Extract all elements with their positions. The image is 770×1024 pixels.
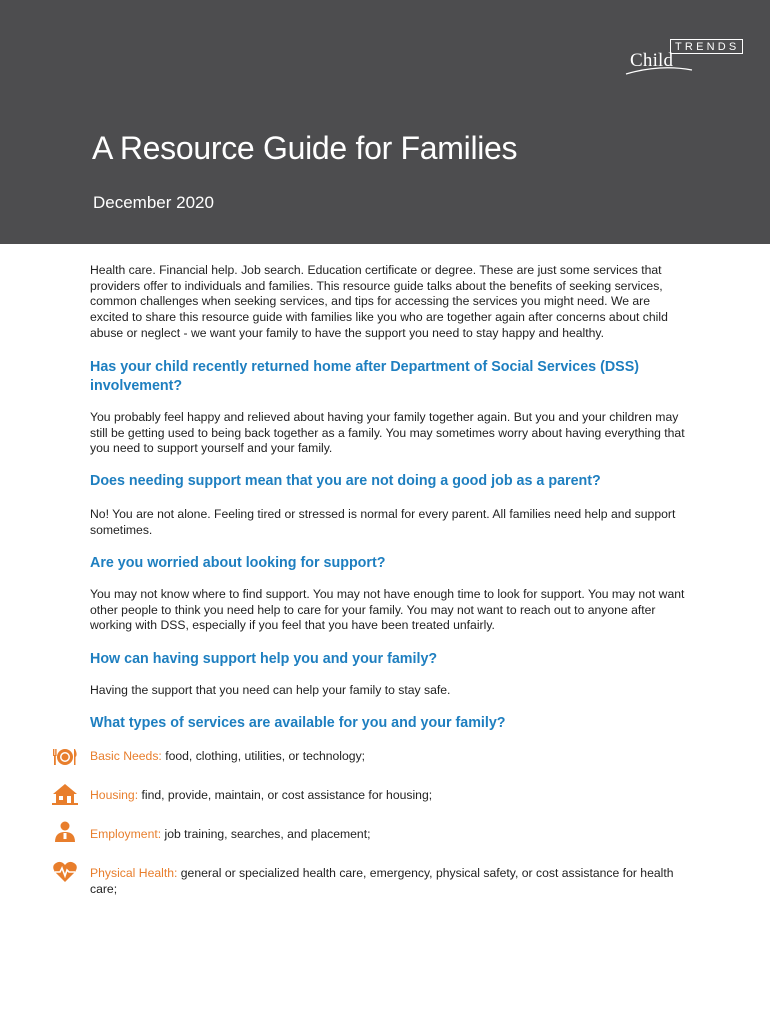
service-text	[90, 827, 680, 843]
section-heading-worried: Are you worried about looking for support?	[90, 555, 386, 571]
logo-trends-text: TRENDS	[670, 39, 743, 54]
logo-child-text: Child	[630, 50, 674, 71]
service-description: general or specialized health care, emergency, physical safety, or cost assistance for health care;	[90, 866, 674, 896]
section-heading-dss: Has your child recently returned home after Department of Social Services (DSS) involvement?	[90, 359, 640, 394]
child-trends-logo	[620, 30, 752, 78]
utensils-plate-icon	[52, 745, 78, 769]
section-heading-parenting: Does needing support mean that you are not doing a good job as a parent?	[90, 473, 601, 489]
service-text	[90, 866, 680, 897]
service-label: Housing:	[90, 788, 139, 802]
page-title: A Resource Guide for Families	[92, 130, 518, 166]
section-body-help: Having the support that you need can help your family to stay safe.	[90, 683, 451, 697]
section-heading-services: What types of services are available for you and your family?	[90, 715, 506, 731]
service-label: Employment:	[90, 827, 162, 841]
service-text	[90, 788, 680, 804]
worker-icon	[52, 820, 78, 844]
heart-pulse-icon	[52, 860, 78, 884]
intro-paragraph: Health care. Financial help. Job search. Education certificate or degree. These are just some services that providers offer to individuals and families. This resource guide talks about the benefits of seeking services, common challenges when seeking services, and tips for accessing the services you might need. We are excited to share this resource guide with families like you who are together again after concerns about child abuse or neglect - we want your family to have the support you need to stay happy and healthy.	[90, 263, 668, 340]
service-label: Basic Needs:	[90, 749, 162, 763]
service-description: job training, searches, and placement;	[161, 827, 371, 841]
header-banner	[0, 0, 770, 244]
section-heading-help: How can having support help you and your family?	[90, 651, 438, 667]
section-body-parenting: No! You are not alone. Feeling tired or stressed is normal for every parent. All families need help and support sometimes.	[90, 507, 676, 537]
service-label: Physical Health:	[90, 866, 178, 880]
service-description: find, provide, maintain, or cost assistance for housing;	[138, 788, 433, 802]
house-icon	[52, 782, 78, 806]
publication-date: December 2020	[93, 193, 214, 212]
service-text	[90, 749, 680, 765]
section-body-worried: You may not know where to find support. You may not have enough time to look for support. You may not want other people to think you need help to care for your family. You may not want to reach out to anyone after working with DSS, especially if you feel that you have been treated unfairly.	[90, 587, 685, 633]
service-description: food, clothing, utilities, or technology;	[161, 749, 366, 763]
section-body-dss: You probably feel happy and relieved about having your family together again. But you and your children may still be getting used to being back together as a family. You may sometimes worry about having everything that you need to support yourself and your family.	[90, 410, 685, 456]
